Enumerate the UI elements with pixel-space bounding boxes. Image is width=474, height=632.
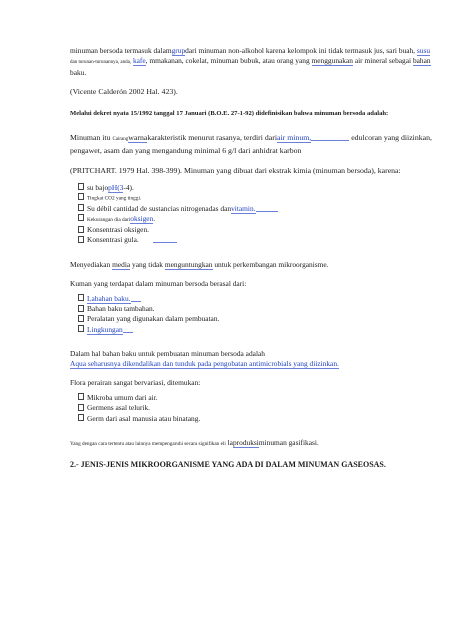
link-air-minum[interactable]: air minum, [277,133,312,142]
small-text: Yang dengan cara tertentu atau lainnya mempengaruhi secara signifikan eli [70,440,226,447]
link-underline-trail [311,140,349,141]
list-item [78,225,436,235]
text-span: Peralatan yang digunakan dalam pembuatan. [87,314,220,324]
text-span: Bahan baku tambahan. [87,304,155,314]
link-underline-trail [153,242,177,243]
list-item [78,214,436,225]
link-grup[interactable]: grup [171,46,186,55]
text-span: untuk perkembangan mikroorganisme. [214,259,329,269]
text-span: . [153,213,156,223]
checkbox-icon [78,305,84,312]
list-item [78,294,436,304]
list-item [78,393,436,403]
checkbox-icon [78,414,84,421]
text-span: su bajo [87,182,109,192]
text-span: Dalam hal bahan baku untuk pembuatan minuman bersoda adalah [70,348,265,358]
text-span: Tingkat CO2 yang tinggi. [87,195,142,202]
link-vitamin[interactable]: vitamin. [231,203,256,213]
link-aqua[interactable]: Aqua seharusnya dikendalikan dan tunduk pada pengobatan antimicrobials yang diizinkan. [70,358,339,368]
checkbox-icon [78,226,84,233]
text-span: baku. [70,68,87,77]
link-susu[interactable]: susu [416,46,431,55]
list-item [78,204,436,214]
citation-calderon: (Vicente Calderón 2002 Hal. 423). [70,87,178,96]
flora-list [78,393,436,424]
text-span: minuman gasifikasi. [258,437,319,447]
list-item [78,414,436,424]
list-item [78,193,436,204]
list-item [78,304,436,314]
text-span: Konsentrasi gula. [87,235,139,245]
checkbox-icon [78,183,84,190]
list-item [78,325,436,335]
list-item [78,403,436,413]
text-span: Kekurangan dia dari [87,216,131,223]
paragraph-intro [70,46,436,78]
link-underline-trail [256,211,278,212]
text-span: edulcoran yang diizinkan, pengawet, asam dan yang mengandung minimal 6 g/l dari anhidrat karbon [70,133,432,155]
checkbox-icon [78,393,84,400]
link-produksi[interactable]: produksi [232,437,259,447]
text-span: dari minuman non-alkohol karena kelompok ini tidak termasuk jus, sari buah, [185,46,416,55]
link-lingkungan[interactable]: Lingkungan [87,324,123,334]
checkbox-icon [78,404,84,411]
link-menguntungkan[interactable]: menguntungkan [164,259,213,269]
link-menggunakan[interactable]: menggunakan [311,56,353,65]
link-bahan[interactable]: bahan [412,56,431,65]
text-span: Minuman itu [70,133,111,142]
paragraph-germ-sources: Kuman yang terdapat dalam minuman bersoda berasal dari: [70,278,247,288]
text-span: yang tidak [132,259,164,269]
paragraph-flora: Flora perairan sangat bervariasi, ditemukan: [70,377,201,387]
text-span: minuman bersoda termasuk dalam [70,46,172,55]
paragraph-production [70,438,436,449]
reasons-list [78,183,436,246]
link-media[interactable]: media [112,259,131,269]
text-span: Mikroba umum dari air. [87,392,158,402]
checkbox-icon [78,315,84,322]
small-text: dan turunan-turunannya, anda, [70,60,132,65]
small-text: Cairang [112,137,129,142]
text-span: -4). [123,182,134,192]
list-item [78,314,436,324]
text-span: air mineral sebagai [354,56,412,65]
link-warna[interactable]: warna [128,133,148,142]
link-underline-trail [123,332,133,333]
checkbox-icon [78,204,84,211]
checkbox-icon [78,236,84,243]
paragraph-raw-material [70,349,436,369]
paragraph-pritchart: (PRITCHART. 1979 Hal. 398-399). Minuman yang dibuat dari ekstrak kimia (minuman bersoda), karena: [70,166,401,175]
text-span: la [227,437,233,447]
list-item [78,183,436,193]
link-kafe[interactable]: kafe [132,56,146,65]
section-heading: 2.- JENIS-JENIS MIKROORGANISME YANG ADA DI DALAM MINUMAN GASEOSAS. [70,459,386,469]
link-ph[interactable]: pH(3 [108,182,124,192]
text-span: Germ dari asal manusia atau binatang. [87,413,201,423]
text-span: Su débil cantidad de sustancias nitrogenadas dan [87,203,232,213]
text-span: karakteristik menurut rasanya, terdiri dari [147,133,278,142]
checkbox-icon [78,214,84,221]
checkbox-icon [78,294,84,301]
checkbox-icon [78,325,84,332]
link-oksigen[interactable]: oksigen [130,213,154,223]
link-underline-trail [131,301,141,302]
sources-list [78,294,436,335]
paragraph-definition [70,133,436,156]
text-span: Germens asal telurik. [87,403,151,413]
list-item [78,235,436,245]
text-span: Menyediakan [70,259,111,269]
checkbox-icon [78,193,84,200]
text-span: Konsentrasi oksigen. [87,225,149,235]
paragraph-media [70,260,436,270]
decree-heading: Melalui dekret nyata 15/1992 tanggal 17 Januari (B.O.E. 27-1-92) didefinisikan bahwa minuman bersoda adalah: [70,110,389,117]
text-span: , mmakanan, cokelat, minuman bubuk, atau orang yang [145,56,310,65]
link-labahan-baku[interactable]: Labahan baku. [87,293,131,303]
